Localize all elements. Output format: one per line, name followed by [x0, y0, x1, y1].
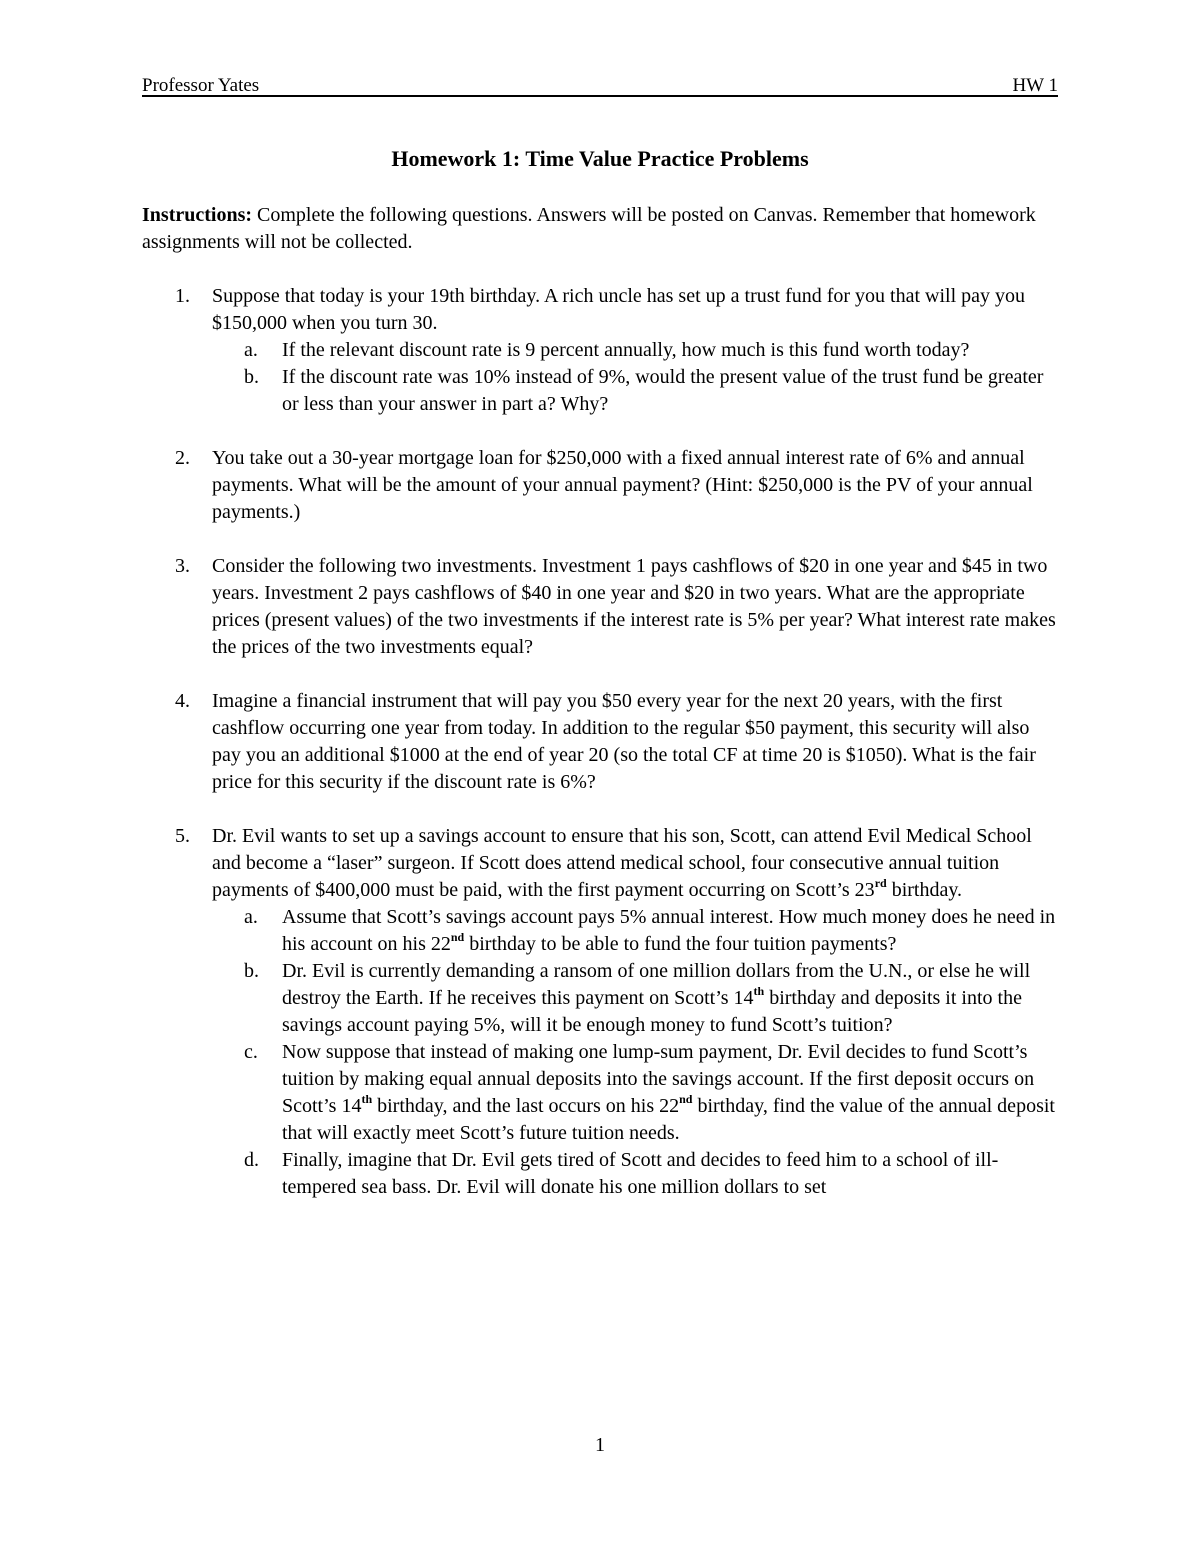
question-text: Suppose that today is your 19th birthday. A rich uncle has set up a trust fund for you that will pay you $150,000 when you turn 30. [212, 285, 1026, 334]
sub-question-1b [211, 364, 1058, 418]
sub-question-list [212, 337, 1058, 418]
sub-question-text [282, 1041, 1055, 1144]
question-2 [142, 445, 1058, 526]
sub-question-text: If the discount rate was 10% instead of 9%, would the present value of the trust fund be greater or less than your answer in part a? Why? [282, 366, 1044, 415]
ordinal-suffix: nd [679, 1092, 693, 1106]
sub-question-text [282, 960, 1030, 1036]
sub-question-5a [211, 904, 1058, 958]
document-title: Homework 1: Time Value Practice Problems [391, 146, 809, 171]
sub-question-text: If the relevant discount rate is 9 percent annually, how much is this fund worth today? [282, 339, 970, 361]
question-list [142, 283, 1058, 1228]
sub-question-text-part: Assume that Scott’s savings account pays 5% annual interest. How much money does he need in his account on his 22 [282, 906, 1056, 955]
question-text: Imagine a financial instrument that will pay you $50 every year for the next 20 years, with the first cashflow occurring one year from today. In addition to the regular $50 payment, this security will also pay you an additional $1000 at the end of year 20 (so the total CF at time 20 is $1050). What is the fair price for this security if the discount rate is 6%? [212, 690, 1036, 793]
ordinal-suffix: th [361, 1092, 373, 1106]
sub-question-list [212, 904, 1058, 1201]
question-number: 4. [175, 690, 190, 712]
sub-question-text-part: Now suppose that instead of making one lump-sum payment, Dr. Evil decides to fund Scott’s tuition by making equal annual deposits into the savings account. If the first deposit occurs on Scott’s 14 [282, 1041, 1035, 1117]
sub-question-letter: b. [244, 366, 259, 388]
question-number: 2. [175, 447, 190, 469]
sub-question-5b [211, 958, 1058, 1039]
question-text: You take out a 30-year mortgage loan for $250,000 with a fixed annual interest rate of 6% and annual payments. What will be the amount of your annual payment? (Hint: $250,000 is the PV of your annual payments.) [212, 447, 1033, 523]
page-header [142, 76, 1058, 97]
question-number: 1. [175, 285, 190, 307]
question-text [212, 825, 1032, 901]
sub-question-1a [211, 337, 1058, 364]
sub-question-text-part: birthday to be able to fund the four tuition payments? [464, 933, 897, 955]
sub-question-text-part: Dr. Evil is currently demanding a ransom of one million dollars from the U.N., or else he will destroy the Earth. If he receives this payment on Scott’s 14 [282, 960, 1031, 1009]
sub-question-5c [211, 1039, 1058, 1147]
sub-question-text: Finally, imagine that Dr. Evil gets tired of Scott and decides to feed him to a school of ill-tempered sea bass. Dr. Evil will donate his one million dollars to set [282, 1149, 999, 1198]
question-4 [142, 688, 1058, 796]
question-number: 5. [175, 825, 190, 847]
ordinal-suffix: nd [450, 930, 465, 944]
question-3 [142, 553, 1058, 661]
sub-question-text-part: birthday, find the value of the annual deposit that will exactly meet Scott’s future tuition needs. [282, 1095, 1055, 1144]
sub-question-letter: d. [244, 1149, 259, 1171]
sub-question-letter: c. [244, 1041, 258, 1063]
header-author: Professor Yates [142, 75, 260, 96]
instructions-label: Instructions: [142, 204, 253, 226]
ordinal-suffix: th [753, 984, 765, 998]
question-text-part: Dr. Evil wants to set up a savings account to ensure that his son, Scott, can attend Evil Medical School and become a “laser” surgeon. If Scott does attend medical school, four consecutive annual tuition payments of $400,000 must be paid, with the first payment occurring on Scott’s 23 [212, 825, 1032, 901]
ordinal-suffix: rd [874, 876, 887, 890]
question-5 [142, 823, 1058, 1201]
question-number: 3. [175, 555, 190, 577]
instructions [142, 202, 1058, 256]
sub-question-text-part: birthday, and the last occurs on his 22 [372, 1095, 680, 1117]
question-text: Consider the following two investments. Investment 1 pays cashflows of $20 in one year and $45 in two years. Investment 2 pays cashflows of $40 in one year and $20 in two years. What are the appropriate prices (present values) of the two investments if the interest rate is 5% per year? What interest rate makes the prices of the two investments equal? [212, 555, 1056, 658]
question-1 [142, 283, 1058, 418]
sub-question-letter: a. [244, 906, 258, 928]
sub-question-text [282, 906, 1055, 955]
sub-question-text-part: birthday and deposits it into the savings account paying 5%, will it be enough money to fund Scott’s tuition? [282, 987, 1022, 1036]
page-number: 1 [595, 1434, 605, 1456]
sub-question-letter: b. [244, 960, 259, 982]
sub-question-letter: a. [244, 339, 258, 361]
sub-question-5d [211, 1147, 1058, 1201]
question-text-part: birthday. [886, 879, 963, 901]
header-assignment: HW 1 [1012, 75, 1058, 96]
instructions-text: Complete the following questions. Answers will be posted on Canvas. Remember that homework assignments will not be collected. [142, 204, 1036, 253]
